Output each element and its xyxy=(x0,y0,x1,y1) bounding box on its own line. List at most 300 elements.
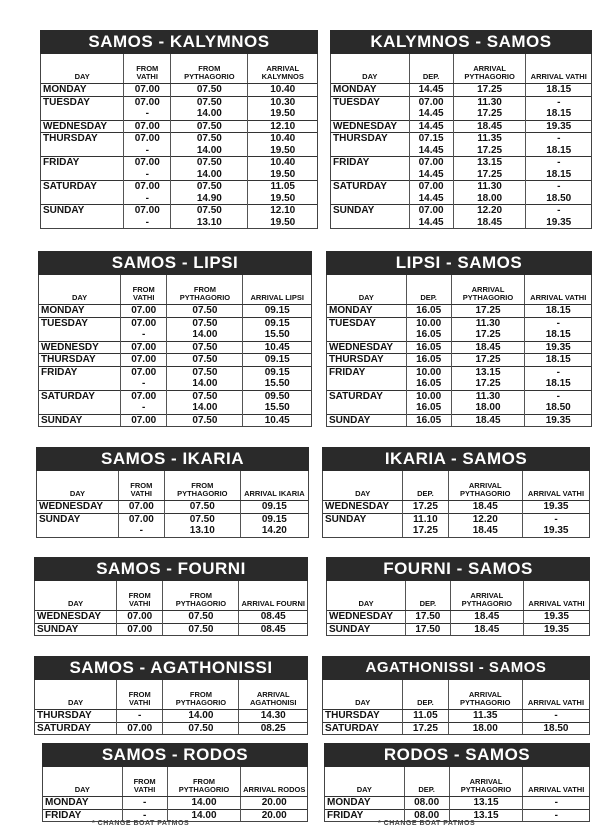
time-value: 18.00 xyxy=(477,192,503,204)
timetable-lipsi-samos xyxy=(326,251,592,427)
time-cell xyxy=(522,710,589,723)
time-cell xyxy=(448,513,522,537)
time-cell xyxy=(122,797,167,810)
time-cell xyxy=(167,390,243,414)
timetable-title: RODOS - SAMOS xyxy=(324,743,590,767)
time-value: 17.25 xyxy=(477,84,503,95)
time-value: 07.00 xyxy=(131,341,157,353)
time-value: 14.00 xyxy=(191,797,217,808)
timetable-title: FOURNI - SAMOS xyxy=(326,557,590,581)
column-header: FROM PYTHAGORIO xyxy=(163,581,239,611)
day-cell: TUESDAY xyxy=(41,96,124,120)
time-value: 10.45 xyxy=(264,341,290,353)
time-value: 14.00 xyxy=(192,402,218,413)
time-value: 18.15 xyxy=(545,354,571,365)
time-value: 07.50 xyxy=(192,366,218,378)
time-value: 14.00 xyxy=(192,378,218,389)
time-cell xyxy=(171,181,248,205)
time-value: 12.20 xyxy=(477,205,503,216)
time-value: 16.05 xyxy=(416,414,442,426)
time-value: 07.00 xyxy=(127,623,153,635)
column-header: ARRIVAL PYTHAGORIO xyxy=(453,54,526,84)
time-value: 17.25 xyxy=(475,305,501,316)
time-cell xyxy=(409,181,453,205)
day-cell: SUNDAY xyxy=(37,513,118,537)
table-row xyxy=(323,501,589,514)
time-value: 09.15 xyxy=(264,305,290,316)
column-header: ARRIVAL PYTHAGORIO xyxy=(449,767,523,797)
time-value: 17.25 xyxy=(475,354,501,365)
time-value: 15.50 xyxy=(264,329,290,340)
table-row xyxy=(41,120,317,133)
time-value: 09.15 xyxy=(261,513,287,525)
day-cell: WEDNESDAY xyxy=(327,611,406,624)
timetable-samos-agathonissi xyxy=(34,656,308,735)
time-value: 17.25 xyxy=(412,722,438,734)
time-value: 07.50 xyxy=(196,181,222,192)
time-cell xyxy=(121,341,167,354)
time-cell xyxy=(241,809,307,821)
time-cell xyxy=(121,305,167,318)
time-value: 17.25 xyxy=(412,501,438,512)
day-cell: THURSDAY xyxy=(41,133,124,157)
time-value: 07.00 xyxy=(131,390,157,402)
time-cell xyxy=(526,181,591,205)
table-row xyxy=(39,305,311,318)
column-header: DAY xyxy=(325,767,404,797)
footnote-left: * CHANGE BOAT PATMOS xyxy=(92,820,190,827)
time-value: 07.50 xyxy=(188,623,214,635)
time-cell xyxy=(171,84,248,97)
time-value: 18.15 xyxy=(546,168,572,180)
time-cell xyxy=(248,84,317,97)
time-value: 14.45 xyxy=(418,216,444,228)
time-cell xyxy=(167,317,243,341)
time-value: 09.50 xyxy=(264,390,290,402)
column-header: FROM PYTHAGORIO xyxy=(167,767,241,797)
table-row xyxy=(331,205,591,229)
time-value: 10.00 xyxy=(416,366,442,378)
column-header: DEP. xyxy=(406,581,451,611)
column-header: DEP. xyxy=(403,471,448,501)
time-value: 16.05 xyxy=(416,341,442,353)
time-value: 17.25 xyxy=(477,144,503,156)
time-value: 19.35 xyxy=(543,525,569,536)
time-value: 14.45 xyxy=(418,108,444,119)
time-value: 07.50 xyxy=(196,205,222,216)
time-cell xyxy=(164,501,240,514)
time-value: 07.00 xyxy=(418,181,444,192)
time-cell xyxy=(167,414,243,426)
time-value: 19.50 xyxy=(270,192,296,204)
day-cell: SATURDAY xyxy=(331,181,409,205)
time-value: 07.00 xyxy=(418,205,444,216)
time-cell xyxy=(403,710,448,723)
time-cell xyxy=(403,501,448,514)
time-value: 07.50 xyxy=(196,120,222,132)
time-cell xyxy=(526,205,591,229)
day-cell: MONDAY xyxy=(327,305,406,318)
time-cell xyxy=(121,354,167,367)
time-value: 19.50 xyxy=(270,216,296,228)
timetable-title: IKARIA - SAMOS xyxy=(322,447,590,471)
time-cell xyxy=(239,710,307,723)
time-value: 16.05 xyxy=(416,378,442,389)
time-value: 14.45 xyxy=(418,120,444,132)
time-value: 14.00 xyxy=(192,329,218,340)
time-cell xyxy=(409,133,453,157)
time-value: 18.45 xyxy=(477,216,503,228)
column-header: FROM VATHI xyxy=(117,581,163,611)
time-value: 07.50 xyxy=(192,414,218,426)
time-value: 10.30 xyxy=(270,96,296,108)
time-cell xyxy=(240,513,308,537)
time-value: 19.35 xyxy=(543,611,569,622)
table-row xyxy=(331,84,591,97)
time-value: 07.00 xyxy=(131,305,157,316)
time-cell xyxy=(403,513,448,537)
table-row xyxy=(37,513,308,537)
time-value: 16.05 xyxy=(416,402,442,413)
table-row xyxy=(35,623,307,635)
time-value: - xyxy=(145,168,149,180)
table-row xyxy=(35,710,307,723)
time-cell xyxy=(117,611,163,624)
table-row xyxy=(327,390,591,414)
time-cell xyxy=(118,501,164,514)
time-value: 19.35 xyxy=(545,414,571,426)
time-value: 17.25 xyxy=(477,168,503,180)
time-value: - xyxy=(554,809,558,821)
time-value: 07.50 xyxy=(189,513,215,525)
time-value: 18.50 xyxy=(543,722,569,734)
table-row xyxy=(327,305,591,318)
time-value: - xyxy=(556,390,560,402)
time-value: 13.15 xyxy=(473,809,499,821)
time-cell xyxy=(167,797,241,810)
table-row xyxy=(39,414,311,426)
time-value: 07.00 xyxy=(134,181,160,192)
timetable-samos-fourni xyxy=(34,557,308,636)
table-row xyxy=(39,317,311,341)
timetable-title: SAMOS - AGATHONISSI xyxy=(34,656,308,680)
time-value: - xyxy=(145,216,149,228)
column-header: FROM VATHI xyxy=(117,680,163,710)
day-cell: FRIDAY xyxy=(325,809,404,821)
time-cell xyxy=(167,341,243,354)
day-cell: MONDAY xyxy=(325,797,404,810)
time-cell xyxy=(121,366,167,390)
time-cell xyxy=(453,133,526,157)
column-header: ARRIVAL VATHI xyxy=(525,275,591,305)
time-value: - xyxy=(142,402,146,413)
time-cell xyxy=(243,341,311,354)
time-value: 17.50 xyxy=(415,623,441,635)
day-cell: WEDNESDAY xyxy=(331,120,409,133)
time-cell xyxy=(523,797,589,810)
time-cell xyxy=(239,722,307,734)
column-header: FROM VATHI xyxy=(122,767,167,797)
column-header: FROM PYTHAGORIO xyxy=(164,471,240,501)
time-value: 08.00 xyxy=(414,809,440,821)
time-cell xyxy=(124,205,171,229)
table-row xyxy=(331,157,591,181)
day-cell: MONDAY xyxy=(331,84,409,97)
time-value: 11.30 xyxy=(477,96,502,108)
time-cell xyxy=(525,341,591,354)
table-row xyxy=(327,611,589,624)
time-cell xyxy=(404,797,449,810)
time-value: 07.50 xyxy=(189,501,215,512)
time-value: - xyxy=(554,797,558,808)
time-value: 07.50 xyxy=(196,157,222,168)
time-value: 07.50 xyxy=(188,611,214,622)
table-row xyxy=(327,354,591,367)
time-cell xyxy=(453,84,526,97)
time-value: - xyxy=(145,192,149,204)
time-value: 07.50 xyxy=(192,390,218,402)
time-value: 12.10 xyxy=(270,120,296,132)
time-value: 11.35 xyxy=(473,710,498,721)
time-cell xyxy=(409,84,453,97)
timetable-title: SAMOS - RODOS xyxy=(42,743,308,767)
timetable-kalymnos-samos xyxy=(330,30,592,229)
column-header: DAY xyxy=(37,471,118,501)
day-cell: SATURDAY xyxy=(323,722,403,734)
timetable-ikaria-samos xyxy=(322,447,590,538)
time-cell xyxy=(403,722,448,734)
time-cell xyxy=(451,390,525,414)
time-cell xyxy=(121,414,167,426)
time-value: 08.45 xyxy=(260,623,286,635)
day-cell: TUESDAY xyxy=(327,317,406,341)
column-header: FROM PYTHAGORIO xyxy=(167,275,243,305)
time-value: 11.30 xyxy=(477,181,502,192)
time-cell xyxy=(409,120,453,133)
day-cell: WEDNESDAY xyxy=(37,501,118,514)
time-cell xyxy=(451,305,525,318)
time-value: 07.15 xyxy=(418,133,444,144)
column-header: FROM PYTHAGORIO xyxy=(171,54,248,84)
table-row xyxy=(327,414,591,426)
time-value: - xyxy=(554,710,558,721)
time-value: 17.25 xyxy=(475,329,501,340)
day-cell: WEDNESDAY xyxy=(35,611,117,624)
time-value: 18.15 xyxy=(546,84,572,95)
day-cell: THURSDAY xyxy=(39,354,121,367)
time-value: 07.00 xyxy=(131,354,157,365)
column-header: ARRIVAL RODOS xyxy=(241,767,307,797)
day-cell: FRIDAY xyxy=(43,809,122,821)
time-value: 07.00 xyxy=(127,722,153,734)
time-cell xyxy=(167,354,243,367)
time-value: 14.45 xyxy=(418,84,444,95)
time-cell xyxy=(124,157,171,181)
time-value: 11.35 xyxy=(477,133,502,144)
time-value: 07.00 xyxy=(418,157,444,168)
column-header: DEP. xyxy=(403,680,448,710)
time-cell xyxy=(243,305,311,318)
time-value: 14.00 xyxy=(196,144,222,156)
time-cell xyxy=(525,317,591,341)
timetable-samos-lipsi xyxy=(38,251,312,427)
time-cell xyxy=(406,611,451,624)
time-cell xyxy=(243,414,311,426)
table-row xyxy=(43,797,307,810)
time-cell xyxy=(409,96,453,120)
time-cell xyxy=(124,120,171,133)
time-cell xyxy=(526,120,591,133)
time-value: 10.00 xyxy=(416,317,442,329)
time-value: 19.35 xyxy=(546,120,572,132)
time-cell xyxy=(117,623,163,635)
column-header: DEP. xyxy=(404,767,449,797)
table-row xyxy=(35,611,307,624)
column-header: ARRIVAL IKARIA xyxy=(240,471,308,501)
time-value: 12.10 xyxy=(270,205,296,216)
column-header: DEP. xyxy=(406,275,451,305)
time-value: 16.05 xyxy=(416,329,442,340)
day-cell: THURSDAY xyxy=(331,133,409,157)
day-cell: SUNDAY xyxy=(35,623,117,635)
time-cell xyxy=(121,390,167,414)
time-value: 07.50 xyxy=(192,354,218,365)
time-value: - xyxy=(142,378,146,389)
day-cell: MONDAY xyxy=(43,797,122,810)
time-value: 11.30 xyxy=(475,390,501,402)
footnote-right: * CHANGE BOAT PATMOS xyxy=(378,820,476,827)
time-value: 19.35 xyxy=(543,623,569,635)
time-value: 14.20 xyxy=(261,525,287,536)
time-value: - xyxy=(556,366,560,378)
timetable-agathonissi-samos xyxy=(322,656,590,735)
time-value: - xyxy=(557,205,561,216)
time-value: 14.00 xyxy=(196,108,222,119)
table-row xyxy=(323,513,589,537)
time-value: 11.05 xyxy=(270,181,295,192)
time-cell xyxy=(243,366,311,390)
time-value: 07.00 xyxy=(128,501,154,512)
time-value: - xyxy=(557,96,561,108)
time-cell xyxy=(171,120,248,133)
column-header: DAY xyxy=(39,275,121,305)
timetable-title: AGATHONISSI - SAMOS xyxy=(322,656,590,680)
time-value: 09.15 xyxy=(264,354,290,365)
time-cell xyxy=(523,809,589,821)
time-cell xyxy=(449,797,523,810)
table-row xyxy=(41,205,317,229)
time-cell xyxy=(406,317,451,341)
time-value: - xyxy=(138,710,142,721)
time-value: 10.40 xyxy=(270,133,296,144)
column-header: ARRIVAL PYTHAGORIO xyxy=(451,275,525,305)
day-cell: SUNDAY xyxy=(39,414,121,426)
day-cell: WEDNESDAY xyxy=(327,341,406,354)
time-value: 13.15 xyxy=(477,157,503,168)
time-value: 07.00 xyxy=(134,157,160,168)
time-cell xyxy=(124,84,171,97)
time-value: 07.00 xyxy=(134,120,160,132)
time-value: 07.00 xyxy=(131,317,157,329)
time-value: 13.15 xyxy=(475,366,501,378)
column-header: ARRIVAL LIPSI xyxy=(243,275,311,305)
time-cell xyxy=(406,623,451,635)
time-value: 18.45 xyxy=(475,414,501,426)
column-header: ARRIVAL KALYMNOS xyxy=(248,54,317,84)
time-value: 18.15 xyxy=(546,108,572,119)
time-cell xyxy=(163,710,239,723)
time-value: 18.00 xyxy=(472,722,498,734)
time-value: 18.00 xyxy=(475,402,501,413)
time-value: 07.00 xyxy=(131,414,157,426)
time-cell xyxy=(448,722,522,734)
time-value: 17.50 xyxy=(415,611,441,622)
time-value: 08.25 xyxy=(260,722,286,734)
time-value: 18.50 xyxy=(545,402,571,413)
table-row xyxy=(331,133,591,157)
time-value: - xyxy=(557,157,561,168)
time-value: 18.15 xyxy=(546,144,572,156)
column-header: DAY xyxy=(41,54,124,84)
day-cell: WEDNESDAY xyxy=(41,120,124,133)
table-row xyxy=(41,96,317,120)
time-cell xyxy=(525,366,591,390)
time-value: 08.45 xyxy=(260,611,286,622)
time-value: 07.00 xyxy=(418,96,444,108)
table-row xyxy=(331,120,591,133)
column-header: DAY xyxy=(327,581,406,611)
time-value: 10.45 xyxy=(264,414,290,426)
time-cell xyxy=(248,181,317,205)
day-cell: THURSDAY xyxy=(327,354,406,367)
time-value: - xyxy=(554,513,558,525)
time-value: 07.00 xyxy=(134,96,160,108)
time-value: - xyxy=(556,317,560,329)
time-cell xyxy=(167,366,243,390)
time-value: 08.00 xyxy=(414,797,440,808)
time-value: 18.45 xyxy=(477,120,503,132)
time-value: 10.40 xyxy=(270,84,296,95)
time-cell xyxy=(451,354,525,367)
day-cell: FRIDAY xyxy=(331,157,409,181)
time-value: - xyxy=(142,797,147,808)
time-value: 15.50 xyxy=(264,402,290,413)
time-cell xyxy=(526,133,591,157)
table-row xyxy=(323,722,589,734)
column-header: ARRIVAL VATHI xyxy=(522,680,589,710)
time-value: - xyxy=(145,144,149,156)
time-cell xyxy=(526,96,591,120)
day-cell: SATURDAY xyxy=(327,390,406,414)
time-cell xyxy=(248,205,317,229)
table-row xyxy=(331,96,591,120)
timetable-title: KALYMNOS - SAMOS xyxy=(330,30,592,54)
time-cell xyxy=(526,157,591,181)
time-cell xyxy=(171,157,248,181)
time-cell xyxy=(118,513,164,537)
time-value: 07.00 xyxy=(134,133,160,144)
table-row xyxy=(41,84,317,97)
table-row xyxy=(331,181,591,205)
table-row xyxy=(41,181,317,205)
time-cell xyxy=(522,513,589,537)
time-value: - xyxy=(142,809,147,821)
table-row xyxy=(325,797,589,810)
time-value: 11.05 xyxy=(413,710,438,721)
time-value: 19.50 xyxy=(270,108,296,119)
time-cell xyxy=(448,501,522,514)
column-header: DAY xyxy=(327,275,406,305)
